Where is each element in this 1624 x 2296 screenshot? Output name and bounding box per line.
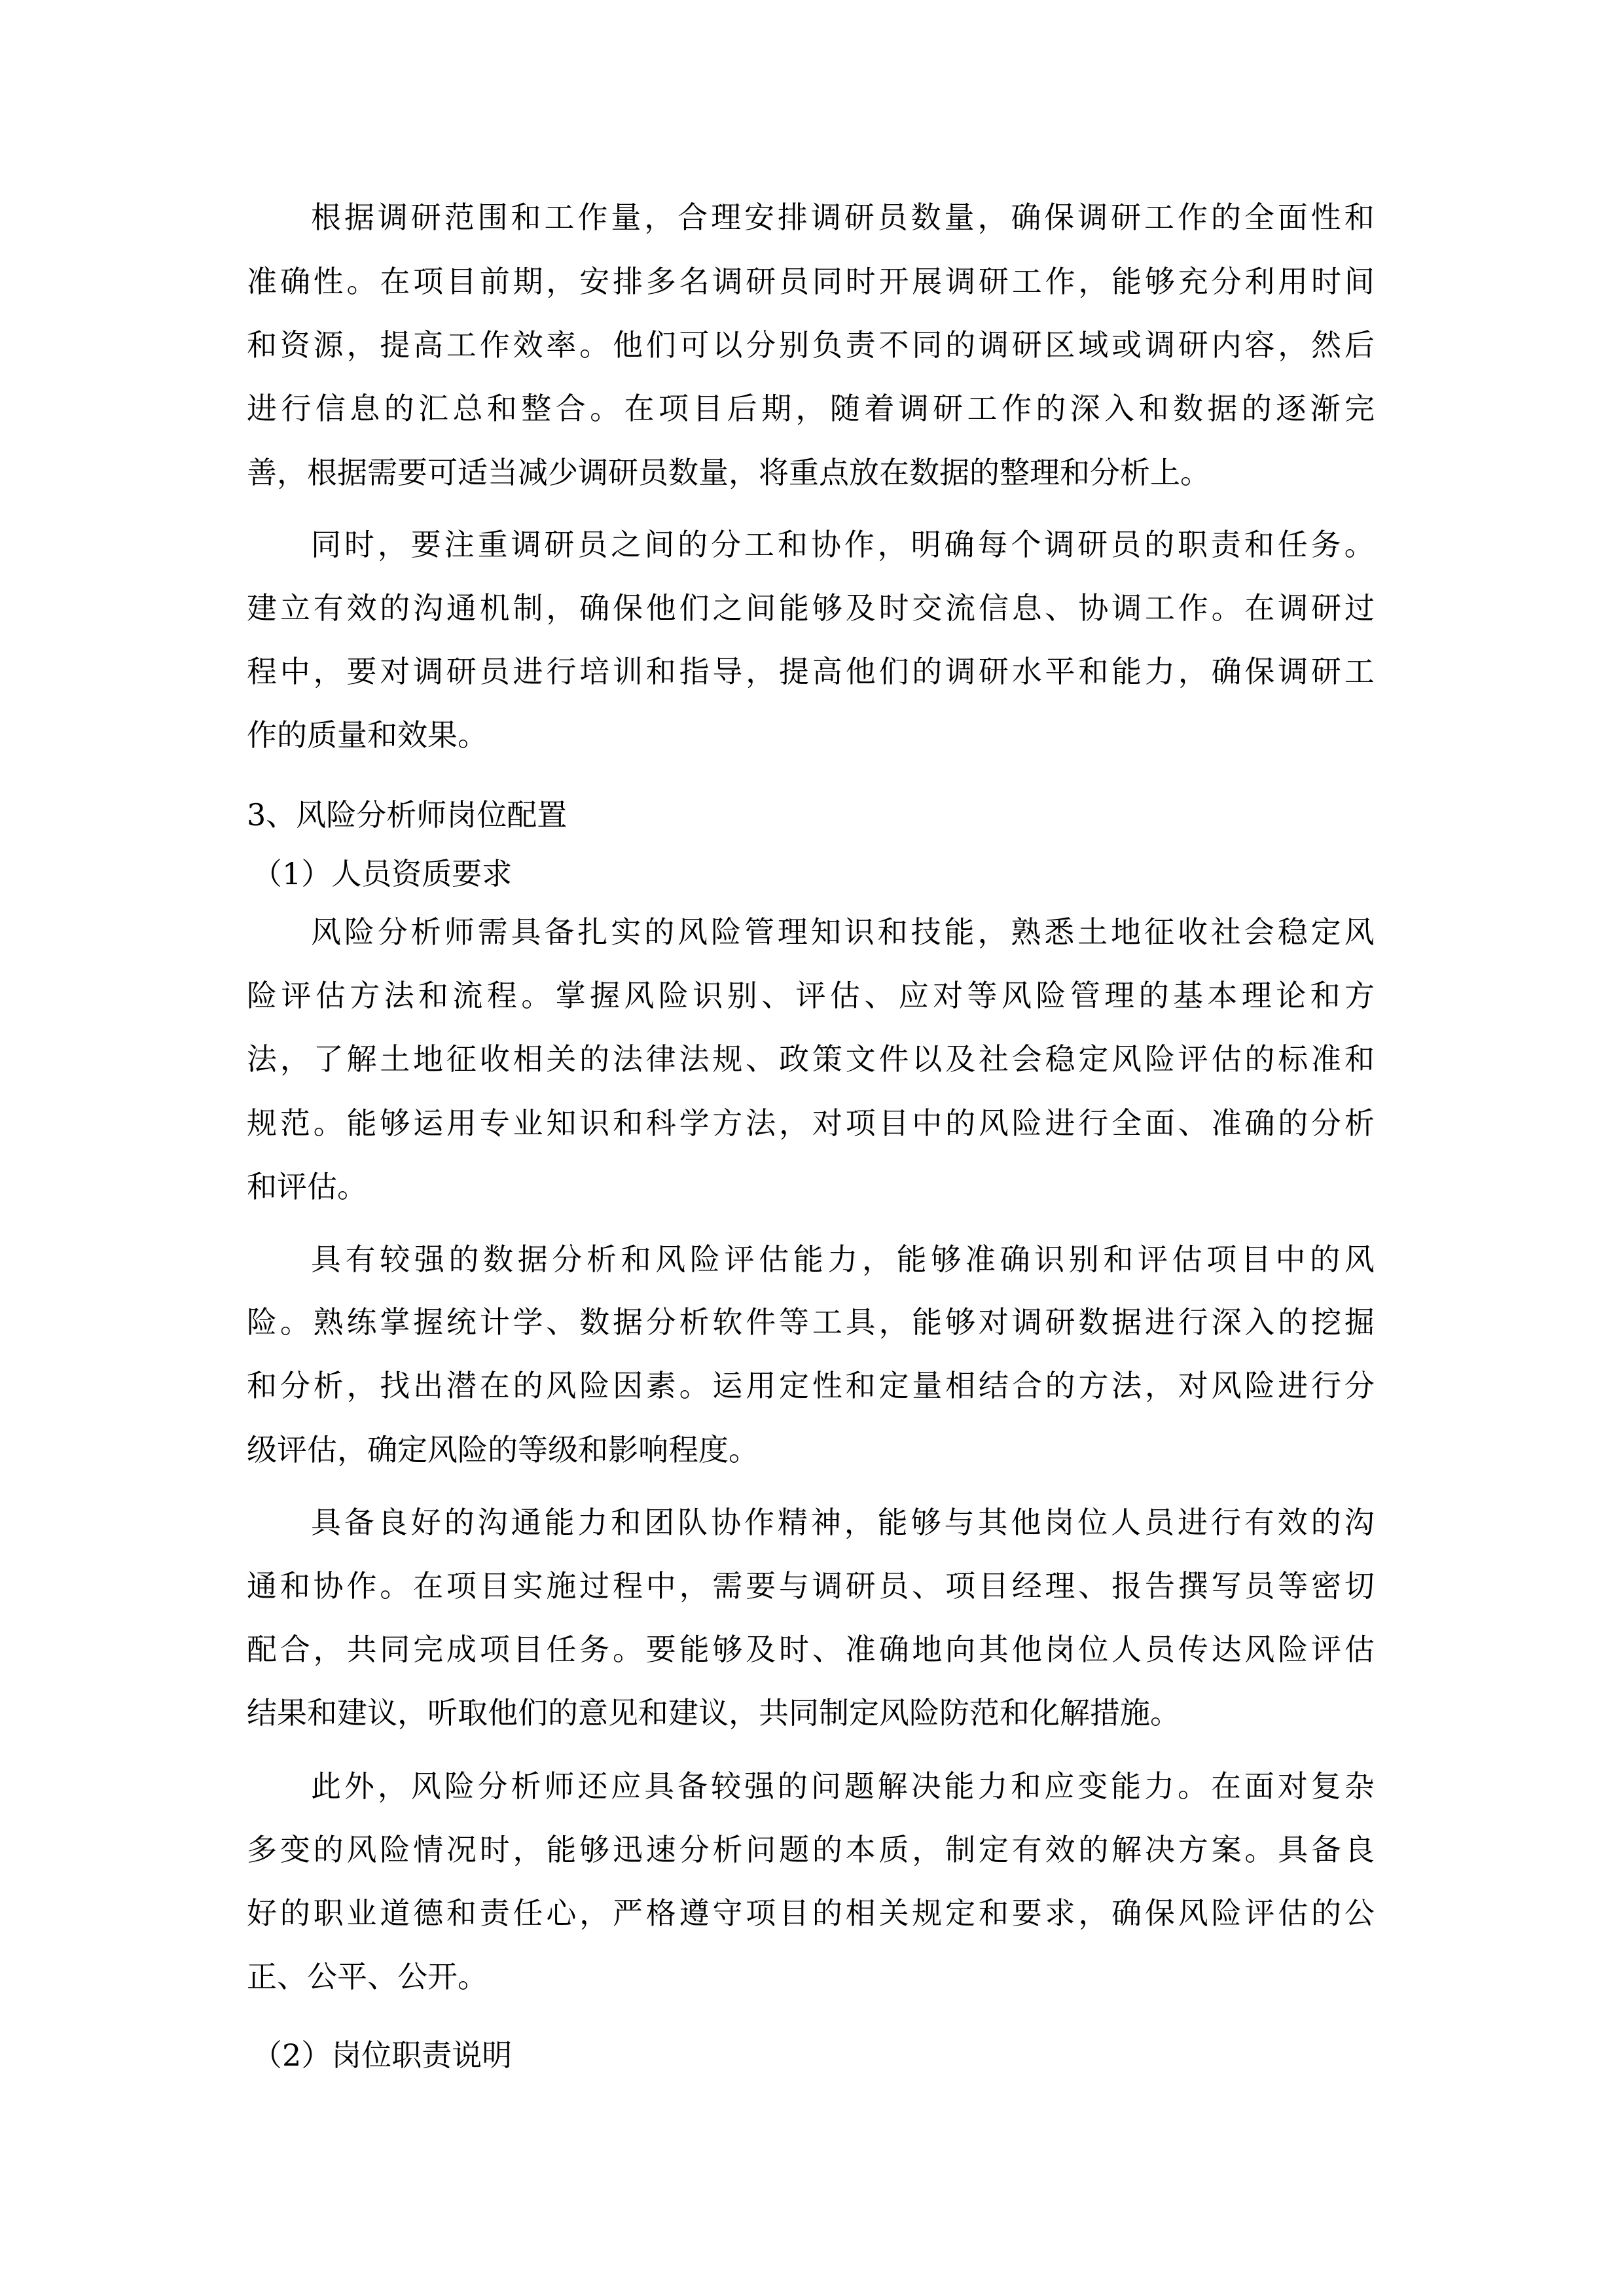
paragraph-6-line-4: 正、公平、公开。 xyxy=(247,1959,488,1994)
paragraph-3-line-4: 规 范 。 能 够 运 用 专 业 知 识 和 科 学 方 法 ， 对 项 目 中 的 风 险 进 行 全 面 、 准 确 的 分 析 xyxy=(247,1105,1375,1141)
paragraph-1-line-4: 进 行 信 息 的 汇 总 和 整 合 。 在 项 目 后 期 ， 随 着 调 研 工 作 的 深 入 和 数 据 的 逐 渐 完 xyxy=(247,391,1375,426)
paragraph-5-line-4: 结果和建议，听取他们的意见和建议，共同制定风险防范和化解措施。 xyxy=(247,1695,1180,1731)
paragraph-2-line-3: 程 中 ， 要 对 调 研 员 进 行 培 训 和 指 导 ， 提 高 他 们 的 调 研 水 平 和 能 力 ， 确 保 调 研 工 xyxy=(247,654,1375,689)
paragraph-4-line-4: 级评估，确定风险的等级和影响程度。 xyxy=(247,1432,759,1467)
paragraph-6-line-2: 多 变 的 风 险 情 况 时 ， 能 够 迅 速 分 析 问 题 的 本 质 ， 制 定 有 效 的 解 决 方 案 。 具 备 良 xyxy=(247,1832,1375,1867)
paragraph-6-line-1: 此 外 ， 风 险 分 析 师 还 应 具 备 较 强 的 问 题 解 决 能 力 和 应 变 能 力 。 在 面 对 复 杂 xyxy=(311,1768,1375,1804)
paragraph-4-line-2: 险 。 熟 练 掌 握 统 计 学 、 数 据 分 析 软 件 等 工 具 ， 能 够 对 调 研 数 据 进 行 深 入 的 挖 掘 xyxy=(247,1304,1375,1340)
paragraph-5-line-3: 配 合 ， 共 同 完 成 项 目 任 务 。 要 能 够 及 时 、 准 确 地 向 其 他 岗 位 人 员 传 达 风 险 评 估 xyxy=(247,1632,1375,1667)
subsection-heading-1: （1）人员资质要求 xyxy=(252,856,513,891)
paragraph-1-line-5: 善，根据需要可适当减少调研员数量，将重点放在数据的整理和分析上。 xyxy=(247,455,1210,490)
paragraph-3-line-5: 和评估。 xyxy=(247,1169,367,1204)
paragraph-2-line-2: 建 立 有 效 的 沟 通 机 制 ， 确 保 他 们 之 间 能 够 及 时 交 流 信 息 、 协 调 工 作 。 在 调 研 过 xyxy=(247,590,1375,626)
paragraph-2-line-1: 同 时 ， 要 注 重 调 研 员 之 间 的 分 工 和 协 作 ， 明 确 每 个 调 研 员 的 职 责 和 任 务 。 xyxy=(311,527,1375,562)
paragraph-3-line-3: 法 ， 了 解 土 地 征 收 相 关 的 法 律 法 规 、 政 策 文 件 以 及 社 会 稳 定 风 险 评 估 的 标 准 和 xyxy=(247,1041,1375,1077)
subsection-heading-2: （2）岗位职责说明 xyxy=(252,2037,513,2073)
section-heading: 3、风险分析师岗位配置 xyxy=(247,797,568,833)
paragraph-2-line-4: 作的质量和效果。 xyxy=(247,717,488,753)
paragraph-1-line-1: 根 据 调 研 范 围 和 工 作 量 ， 合 理 安 排 调 研 员 数 量 ， 确 保 调 研 工 作 的 全 面 性 和 xyxy=(311,200,1375,235)
paragraph-5-line-1: 具 备 良 好 的 沟 通 能 力 和 团 队 协 作 精 神 ， 能 够 与 其 他 岗 位 人 员 进 行 有 效 的 沟 xyxy=(311,1505,1375,1540)
paragraph-4-line-1: 具 有 较 强 的 数 据 分 析 和 风 险 评 估 能 力 ， 能 够 准 确 识 别 和 评 估 项 目 中 的 风 xyxy=(311,1242,1375,1277)
paragraph-1-line-3: 和 资 源 ， 提 高 工 作 效 率 。 他 们 可 以 分 别 负 责 不 同 的 调 研 区 域 或 调 研 内 容 ， 然 后 xyxy=(247,327,1375,363)
paragraph-3-line-2: 险 评 估 方 法 和 流 程 。 掌 握 风 险 识 别 、 评 估 、 应 对 等 风 险 管 理 的 基 本 理 论 和 方 xyxy=(247,978,1375,1013)
paragraph-5-line-2: 通 和 协 作 。 在 项 目 实 施 过 程 中 ， 需 要 与 调 研 员 、 项 目 经 理 、 报 告 撰 写 员 等 密 切 xyxy=(247,1568,1375,1604)
paragraph-4-line-3: 和 分 析 ， 找 出 潜 在 的 风 险 因 素 。 运 用 定 性 和 定 量 相 结 合 的 方 法 ， 对 风 险 进 行 分 xyxy=(247,1368,1375,1403)
paragraph-6-line-3: 好 的 职 业 道 德 和 责 任 心 ， 严 格 遵 守 项 目 的 相 关 规 定 和 要 求 ， 确 保 风 险 评 估 的 公 xyxy=(247,1895,1375,1931)
paragraph-3-line-1: 风 险 分 析 师 需 具 备 扎 实 的 风 险 管 理 知 识 和 技 能 ， 熟 悉 土 地 征 收 社 会 稳 定 风 xyxy=(311,914,1375,950)
paragraph-1-line-2: 准 确 性 。 在 项 目 前 期 ， 安 排 多 名 调 研 员 同 时 开 展 调 研 工 作 ， 能 够 充 分 利 用 时 间 xyxy=(247,264,1375,299)
